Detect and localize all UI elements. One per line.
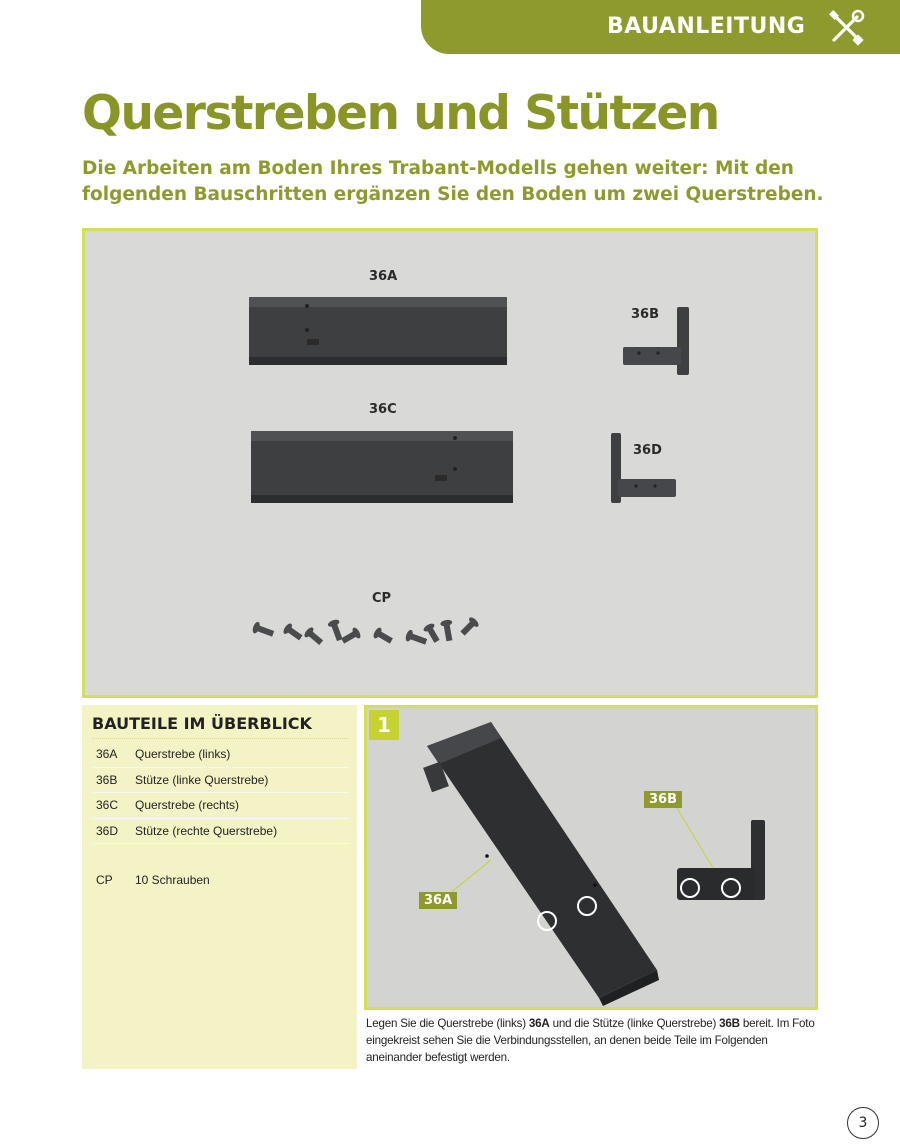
step-1-caption — [366, 1015, 818, 1066]
parts-overview-box — [82, 705, 357, 1069]
parts-divider — [92, 738, 349, 739]
label-36a: 36A — [369, 269, 398, 284]
part-code: CP — [96, 873, 113, 887]
section-header-tab — [421, 0, 900, 54]
page-subtitle: Die Arbeiten am Boden Ihres Trabant-Modells gehen weiter: Mit den folgenden Bauschritten ergänzen Sie den Boden um zwei Querstreben. — [82, 158, 824, 205]
label-cp: CP — [372, 591, 392, 606]
caption-text: und die Stütze (linke Querstrebe) — [549, 1017, 720, 1030]
caption-text: Legen Sie die Querstrebe (links) — [366, 1017, 529, 1030]
part-code: 36C — [96, 798, 119, 812]
step-number-badge: 1 — [369, 710, 399, 740]
part-description: Stütze (linke Querstrebe) — [135, 772, 269, 787]
part-code: 36A — [96, 747, 118, 761]
part-code: 36B — [96, 772, 118, 787]
parts-overview-photo — [82, 228, 818, 698]
label-36d: 36D — [633, 443, 662, 458]
page-number: 3 — [847, 1107, 879, 1139]
part-description: Stütze (rechte Querstrebe) — [135, 823, 278, 838]
caption-part-ref: 36A — [528, 1017, 550, 1030]
list-item — [92, 819, 349, 845]
leader-line-36b — [677, 808, 713, 868]
callout-36b: 36B — [644, 791, 682, 808]
page-title: Querstreben und Stützen — [82, 86, 719, 141]
tools-icon — [827, 9, 865, 47]
parts-heading: BAUTEILE IM ÜBERBLICK — [92, 714, 312, 733]
list-item — [92, 742, 349, 768]
parts-overview-illustration — [85, 231, 815, 695]
part-36c-image — [251, 431, 513, 503]
screws-image — [251, 616, 480, 648]
part-code: 36D — [96, 823, 119, 838]
list-item — [92, 768, 349, 794]
leader-line-36a — [449, 860, 491, 894]
part-36a-image — [423, 722, 659, 1006]
label-36b: 36B — [631, 307, 659, 322]
step-1-photo — [364, 705, 818, 1010]
caption-part-ref: 36B — [719, 1017, 740, 1030]
part-36a-image — [249, 297, 507, 365]
caption-text: bereit. Im Foto eingekreist sehen Sie die Verbindungsstellen, an denen beide Teile im Folgenden aneinander befestigt werden. — [366, 1017, 815, 1064]
parts-list — [92, 742, 349, 893]
label-36c: 36C — [369, 402, 397, 417]
callout-36a: 36A — [419, 892, 457, 909]
part-description: Querstrebe (rechts) — [135, 798, 240, 812]
list-item — [92, 868, 349, 893]
part-description: Querstrebe (links) — [135, 747, 231, 761]
part-description: 10 Schrauben — [135, 873, 210, 887]
step-1-illustration — [367, 708, 815, 1007]
section-label: BAUANLEITUNG — [607, 14, 806, 39]
list-item — [92, 793, 349, 819]
